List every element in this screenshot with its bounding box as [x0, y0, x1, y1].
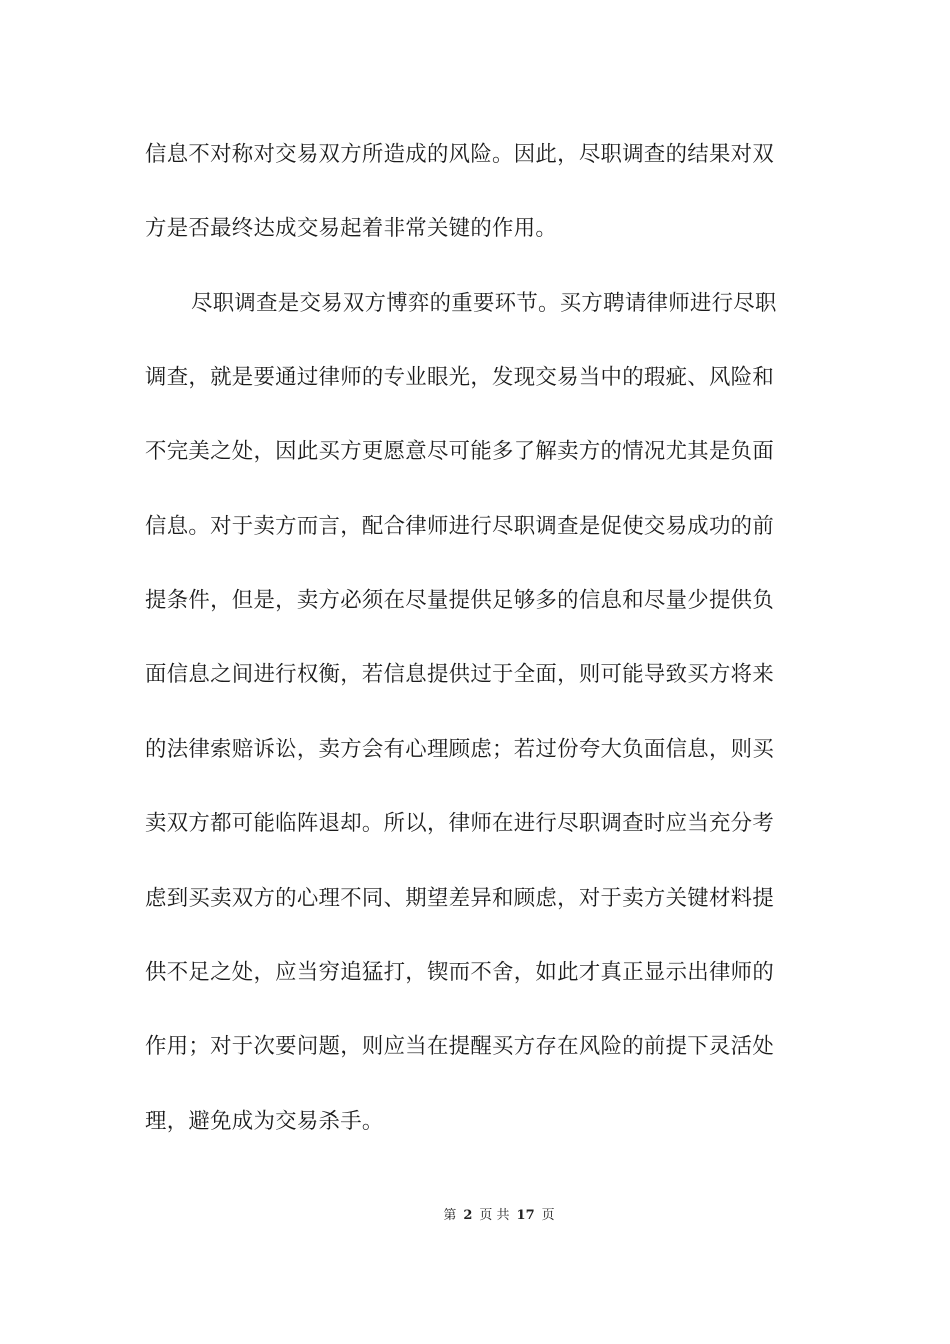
page-footer: [0, 1206, 950, 1226]
text-line-5: 不完美之处，因此买方更愿意尽可能多了解卖方的情况尤其是负面: [145, 439, 775, 464]
text-line-3: 尽职调查是交易双方博弈的重要环节。买方聘请律师进行尽职: [191, 291, 777, 316]
text-line-13: 作用；对于次要问题，则应当在提醒买方存在风险的前提下灵活处: [145, 1034, 775, 1059]
text-line-2: 方是否最终达成交易起着非常关键的作用。: [145, 216, 558, 241]
text-line-10: 卖双方都可能临阵退却。所以，律师在进行尽职调查时应当充分考: [145, 811, 775, 836]
text-line-14: 理，避免成为交易杀手。: [145, 1109, 384, 1134]
footer-prefix: 第: [443, 1208, 457, 1223]
text-line-7: 提条件，但是，卖方必须在尽量提供足够多的信息和尽量少提供负: [145, 588, 775, 613]
text-line-1: 信息不对称对交易双方所造成的风险。因此，尽职调查的结果对双: [145, 142, 775, 167]
text-line-11: 虑到买卖双方的心理不同、期望差异和顾虑，对于卖方关键材料提: [145, 886, 775, 911]
footer-suffix: 页: [541, 1208, 555, 1223]
text-line-4: 调查，就是要通过律师的专业眼光，发现交易当中的瑕疵、风险和: [145, 365, 775, 390]
footer-total-pages: 17: [516, 1208, 535, 1223]
text-line-12: 供不足之处，应当穷追猛打，锲而不舍，如此才真正显示出律师的: [145, 960, 775, 985]
text-line-6: 信息。对于卖方而言，配合律师进行尽职调查是促使交易成功的前: [145, 514, 775, 539]
text-line-8: 面信息之间进行权衡，若信息提供过于全面，则可能导致买方将来: [145, 662, 775, 687]
footer-mid: 页 共: [479, 1208, 510, 1223]
footer-page-number: 2: [463, 1208, 473, 1223]
text-line-9: 的法律索赔诉讼，卖方会有心理顾虑；若过份夸大负面信息，则买: [145, 737, 775, 762]
